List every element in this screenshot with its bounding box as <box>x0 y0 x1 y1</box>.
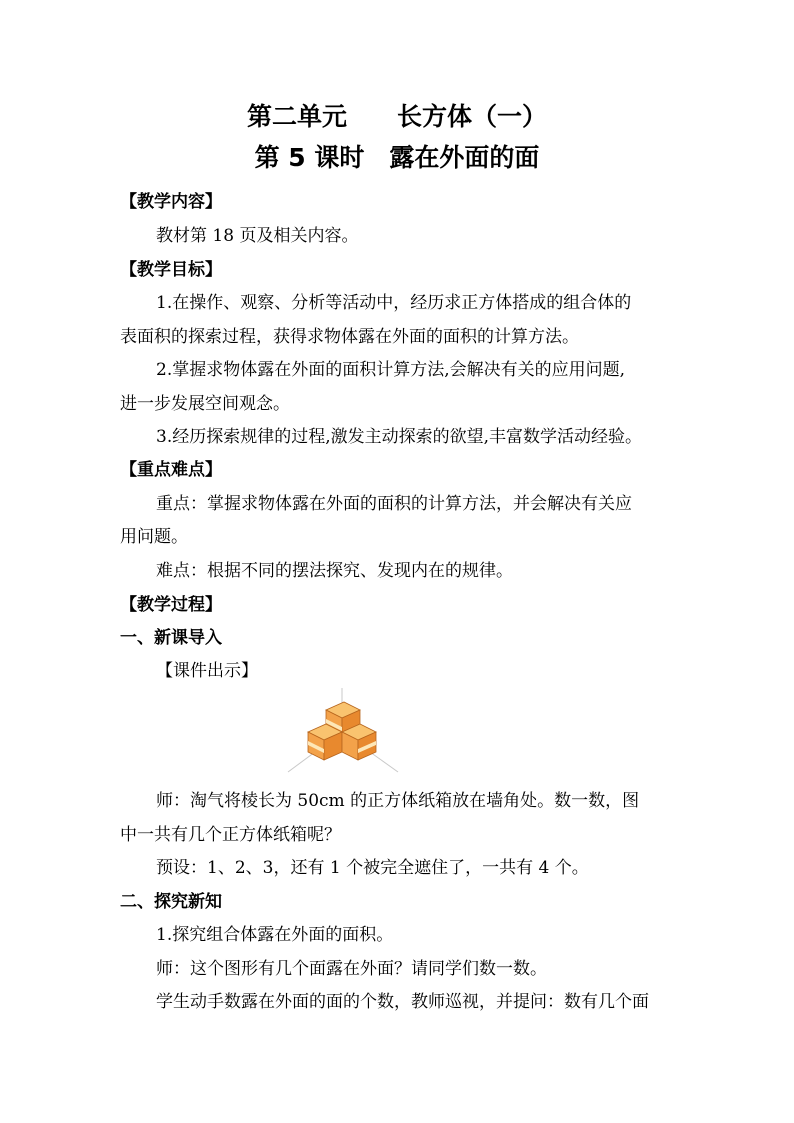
stacked-boxes-figure <box>284 688 402 778</box>
paragraph-line: 重点：掌握求物体露在外面的面积的计算方法，并会解决有关应 <box>156 494 632 514</box>
section-heading-objectives: 【教学目标】 <box>120 260 222 280</box>
subsection-heading-intro: 一、新课导入 <box>120 628 222 648</box>
section-heading-key-points: 【重点难点】 <box>120 460 222 480</box>
paragraph-line: 1.在操作、观察、分析等活动中，经历求正方体搭成的组合体的 <box>156 293 632 313</box>
paragraph-line: 用问题。 <box>120 527 188 547</box>
lesson-title: 第 5 课时 露在外面的面 <box>254 143 540 172</box>
section-heading-content: 【教学内容】 <box>120 192 222 212</box>
box-left <box>308 724 342 760</box>
paragraph-line: 3.经历探索规律的过程,激发主动探索的欲望,丰富数学活动经验。 <box>156 427 643 447</box>
subsection-heading-explore: 二、探究新知 <box>120 892 222 912</box>
paragraph-line: 表面积的探索过程，获得求物体露在外面的面积的计算方法。 <box>120 327 579 347</box>
paragraph-line: 师：这个图形有几个面露在外面？请同学们数一数。 <box>156 959 547 979</box>
section-heading-process: 【教学过程】 <box>120 595 222 615</box>
paragraph-line: 中一共有几个正方体纸箱呢？ <box>120 825 341 845</box>
unit-title: 第二单元 长方体（一） <box>246 102 547 131</box>
box-right <box>342 724 376 760</box>
paragraph-line: 2.掌握求物体露在外面的面积计算方法,会解决有关的应用问题, <box>156 360 626 380</box>
courseware-label: 【课件出示】 <box>156 661 258 681</box>
paragraph-line: 学生动手数露在外面的面的个数，教师巡视，并提问：数有几个面 <box>156 992 649 1012</box>
paragraph-line: 1.探究组合体露在外面的面积。 <box>156 925 394 945</box>
paragraph-line: 师：淘气将棱长为 50cm 的正方体纸箱放在墙角处。数一数，图 <box>156 791 640 811</box>
paragraph-line: 预设：1、2、3，还有 1 个被完全遮住了，一共有 4 个。 <box>156 858 589 878</box>
paragraph-line: 进一步发展空间观念。 <box>120 394 290 414</box>
paragraph-line: 难点：根据不同的摆法探究、发现内在的规律。 <box>156 561 513 581</box>
paragraph-line: 教材第 18 页及相关内容。 <box>156 226 359 246</box>
